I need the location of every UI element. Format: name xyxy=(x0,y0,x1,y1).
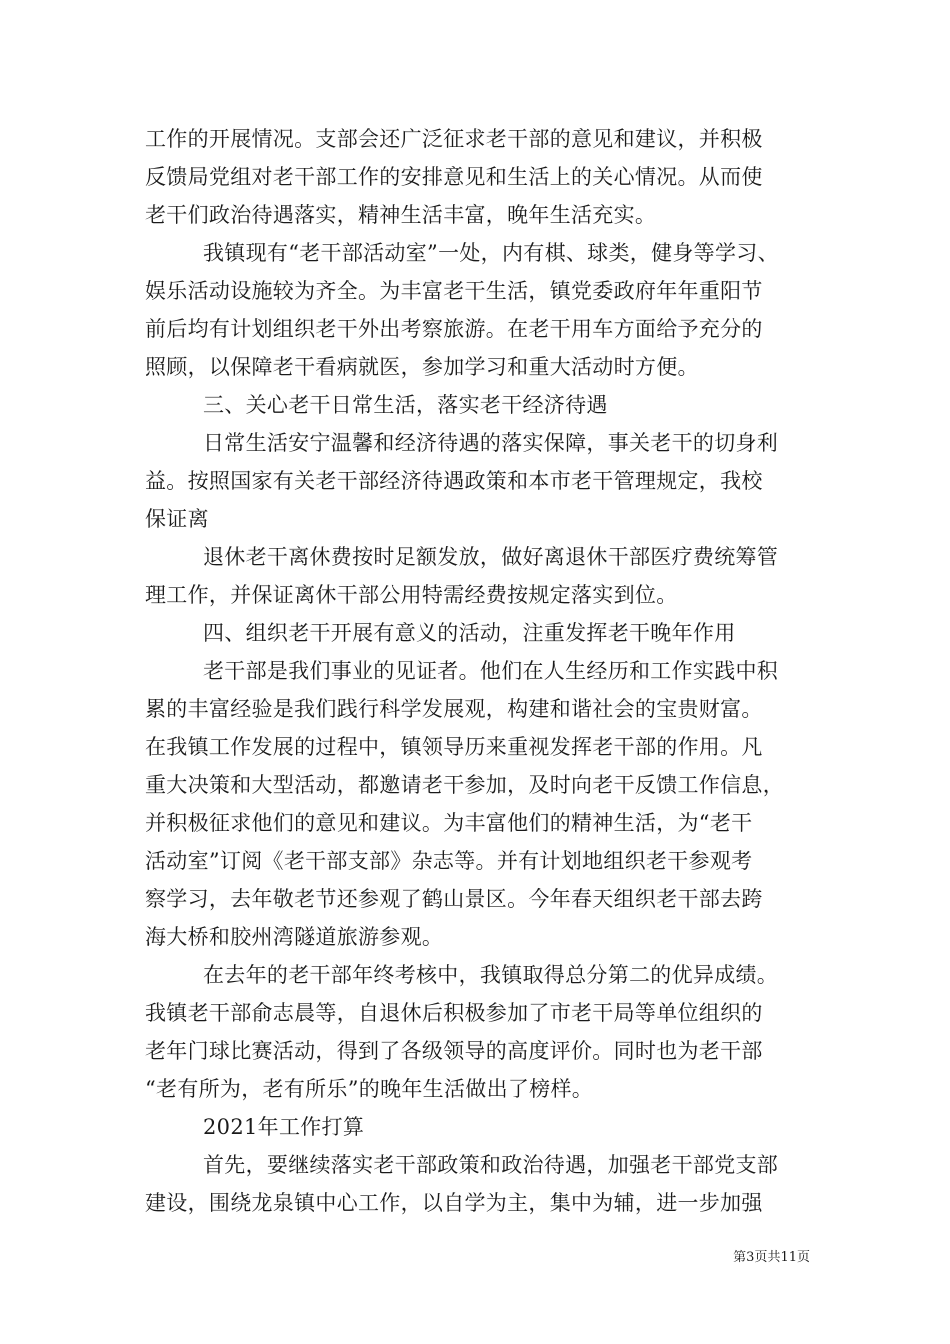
text-line: 在去年的老干部年终考核中，我镇取得总分第二的优异成绩。 xyxy=(203,963,779,987)
text-line: 理工作，并保证离休干部公用特需经费按规定落实到位。 xyxy=(145,583,678,607)
text-line: 三、关心老干日常生活，落实老干经济待遇 xyxy=(203,393,608,417)
text-line: 并积极征求他们的意见和建议。为丰富他们的精神生活，为“老干 xyxy=(145,811,753,835)
text-line: 在我镇工作发展的过程中，镇领导历来重视发挥老干部的作用。凡 xyxy=(145,735,763,759)
text-line: 老干们政治待遇落实，精神生活丰富，晚年生活充实。 xyxy=(145,203,657,227)
document-body xyxy=(145,120,805,1222)
text-line: 老干部是我们事业的见证者。他们在人生经历和工作实践中积 xyxy=(203,659,779,683)
text-line: 2021年工作打算 xyxy=(203,1115,365,1139)
text-line: 累的丰富经验是我们践行科学发展观，构建和谐社会的宝贵财富。 xyxy=(145,697,763,721)
text-line: 首先，要继续落实老干部政策和政治待遇，加强老干部党支部 xyxy=(203,1153,779,1177)
text-line: 退休老干离休费按时足额发放，做好离退休干部医疗费统筹管 xyxy=(203,545,779,569)
text-line: 察学习，去年敬老节还参观了鹤山景区。今年春天组织老干部去跨 xyxy=(145,887,763,911)
text-line: 工作的开展情况。支部会还广泛征求老干部的意见和建议，并积极 xyxy=(145,127,763,151)
text-line: 老年门球比赛活动，得到了各级领导的高度评价。同时也为老干部 xyxy=(145,1039,763,1063)
page-number: 第3页共11页 xyxy=(733,1250,810,1265)
text-line: 我镇现有“老干部活动室”一处，内有棋、球类，健身等学习、 xyxy=(203,241,779,265)
text-line: 保证离 xyxy=(145,507,209,531)
text-line: 娱乐活动设施较为齐全。为丰富老干生活，镇党委政府年年重阳节 xyxy=(145,279,763,303)
text-line: 建设，围绕龙泉镇中心工作，以自学为主，集中为辅，进一步加强 xyxy=(145,1191,763,1215)
text-line: “老有所为，老有所乐”的晚年生活做出了榜样。 xyxy=(145,1077,594,1101)
text-line: 重大决策和大型活动，都邀请老干参加，及时向老干反馈工作信息， xyxy=(145,773,784,797)
text-line: 反馈局党组对老干部工作的安排意见和生活上的关心情况。从而使 xyxy=(145,165,763,189)
text-line: 日常生活安宁温馨和经济待遇的落实保障，事关老干的切身利 xyxy=(203,431,779,455)
text-line: 益。按照国家有关老干部经济待遇政策和本市老干管理规定，我校 xyxy=(145,469,763,493)
text-line: 海大桥和胶州湾隧道旅游参观。 xyxy=(145,925,444,949)
text-line: 前后均有计划组织老干外出考察旅游。在老干用车方面给予充分的 xyxy=(145,317,763,341)
text-line: 活动室”订阅《老干部支部》杂志等。并有计划地组织老干参观考 xyxy=(145,849,753,873)
text-line: 四、组织老干开展有意义的活动，注重发挥老干晚年作用 xyxy=(203,621,736,645)
text-line: 我镇老干部俞志晨等，自退休后积极参加了市老干局等单位组织的 xyxy=(145,1001,763,1025)
text-line: 照顾，以保障老干看病就医，参加学习和重大活动时方便。 xyxy=(145,355,699,379)
